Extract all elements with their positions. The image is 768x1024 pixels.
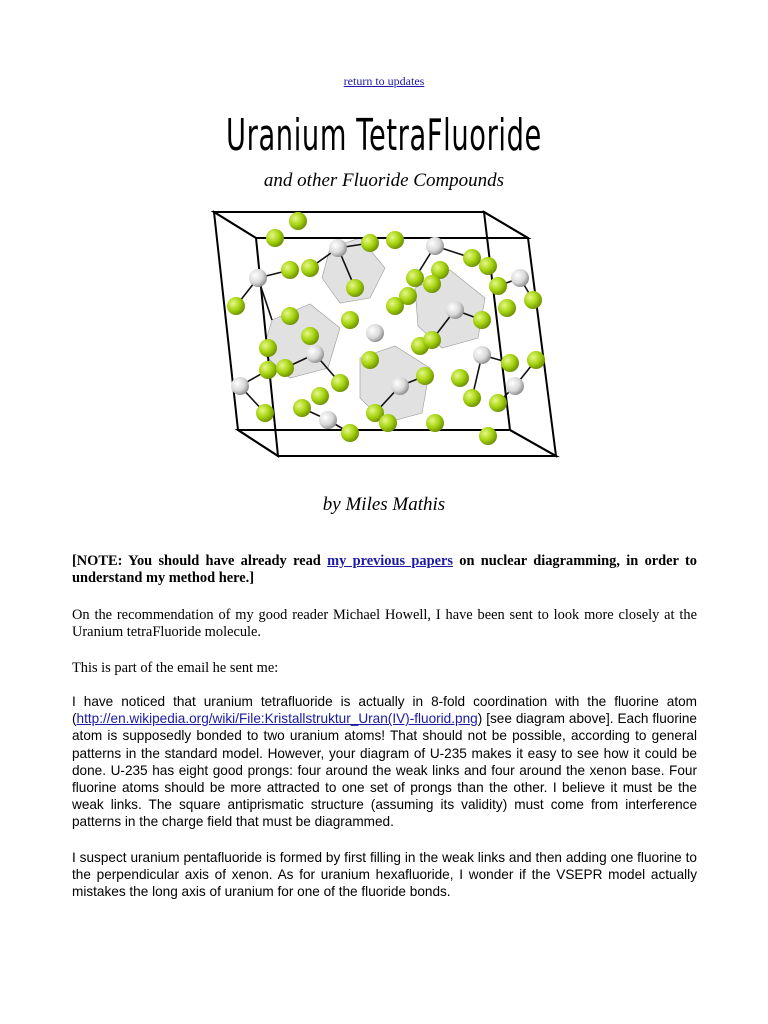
paragraph-recommendation: On the recommendation of my good reader Michael Howell, I have been sent to look more closely at the Uranium tetraFluoride molecule. [72, 607, 697, 640]
return-to-updates-link[interactable]: return to updates [343, 74, 425, 88]
page-subtitle: and other Fluoride Compounds [263, 170, 505, 191]
previous-papers-link[interactable]: my previous papers [327, 553, 453, 569]
note-paragraph [72, 553, 697, 587]
note-text-before: [NOTE: You should have already read [72, 553, 328, 569]
email-text-before: I have noticed that uranium tetrafluoride is actually in 8-fold coordination with the fluorine atom ( [72, 694, 697, 727]
email-quote-paragraph [72, 693, 697, 831]
byline: by Miles Mathis [322, 494, 446, 515]
page-title: Uranium TetraFluoride [226, 110, 542, 161]
return-link-container [0, 74, 768, 89]
wikipedia-link[interactable]: http://en.wikipedia.org/wiki/File:Kristallstruktur_Uran(IV)-fluorid.png [76, 711, 478, 727]
email-quote-paragraph-2: I suspect uranium pentafluoride is formed by first filling in the weak links and then adding one fluorine to the perpendicular axis of xenon. As for uranium hexafluoride, I wonder if the VSEPR model actually mistakes the long axis of uranium for one of the fluoride bonds. [72, 850, 697, 900]
paragraph-email-intro: This is part of the email he sent me: [72, 660, 279, 676]
email-text-after: ) [see diagram above]. Each fluorine atom is supposedly bonded to two uranium atoms! That should not be possible, according to general patterns in the standard model. However, your diagram of U-235 makes it easy to see how it could be done. U-235 has eight good prongs: four around the weak links and four around the xenon base. Four fluorine atoms should be more attracted to one set of prongs than the other. I believe it must be the weak links. The square antiprismatic structure (assuming its validity) must come from interference patterns in the charge field that must be diagrammed. [72, 711, 697, 830]
note-text-after: on nuclear diagramming, in order to understand my method here.] [72, 553, 697, 586]
crystal-structure-image [210, 208, 560, 460]
